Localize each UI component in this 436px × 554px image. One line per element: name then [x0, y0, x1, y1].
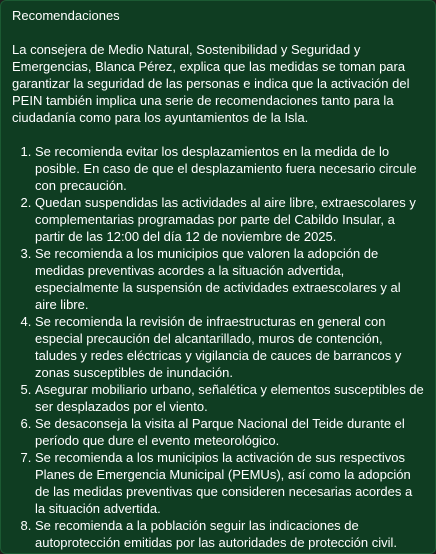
recommendations-list — [12, 143, 424, 551]
list-item: 5. Asegurar mobiliario urbano, señalética y elementos susceptibles de ser desplazados por el viento. — [35, 381, 424, 415]
panel-title: Recomendaciones — [12, 8, 120, 23]
list-item: 4. Se recomienda la revisión de infraestructuras en general con especial precaución del alcantarillado, muros de contención, taludes y redes eléctricas y vigilancia de cauces de barrancos y zonas susceptibles de inundación. — [35, 313, 424, 381]
list-item: 2. Quedan suspendidas las actividades al aire libre, extraescolares y complementarias programadas por parte del Cabildo Insular, a partir de las 12:00 del día 12 de noviembre de 2025. — [35, 194, 424, 245]
list-item: 1. Se recomienda evitar los desplazamientos en la medida de lo posible. En caso de que el desplazamiento fuera necesario circule con precaución. — [35, 143, 424, 194]
list-item: 6. Se desaconseja la visita al Parque Nacional del Teide durante el período que dure el evento meteorológico. — [35, 415, 424, 449]
list-item: 8. Se recomienda a la población seguir las indicaciones de autoprotección emitidas por las autoridades de protección civil. — [35, 517, 424, 551]
list-item: 7. Se recomienda a los municipios la activación de sus respectivos Planes de Emergencia Municipal (PEMUs), así como la adopción de las medidas preventivas que consideren necesarias acordes a la situación advertida. — [35, 449, 424, 517]
list-item: 3. Se recomienda a los municipios que valoren la adopción de medidas preventivas acordes a la situación advertida, especialmente la suspensión de actividades extraescolares y al aire libre. — [35, 245, 424, 313]
intro-paragraph: La consejera de Medio Natural, Sostenibilidad y Seguridad y Emergencias, Blanca Pérez, explica que las medidas se toman para garantizar la seguridad de las personas e indica que la activación del PEIN también implica una serie de recomendaciones tanto para la ciudadanía como para los ayuntamientos de la Isla. — [12, 42, 410, 125]
